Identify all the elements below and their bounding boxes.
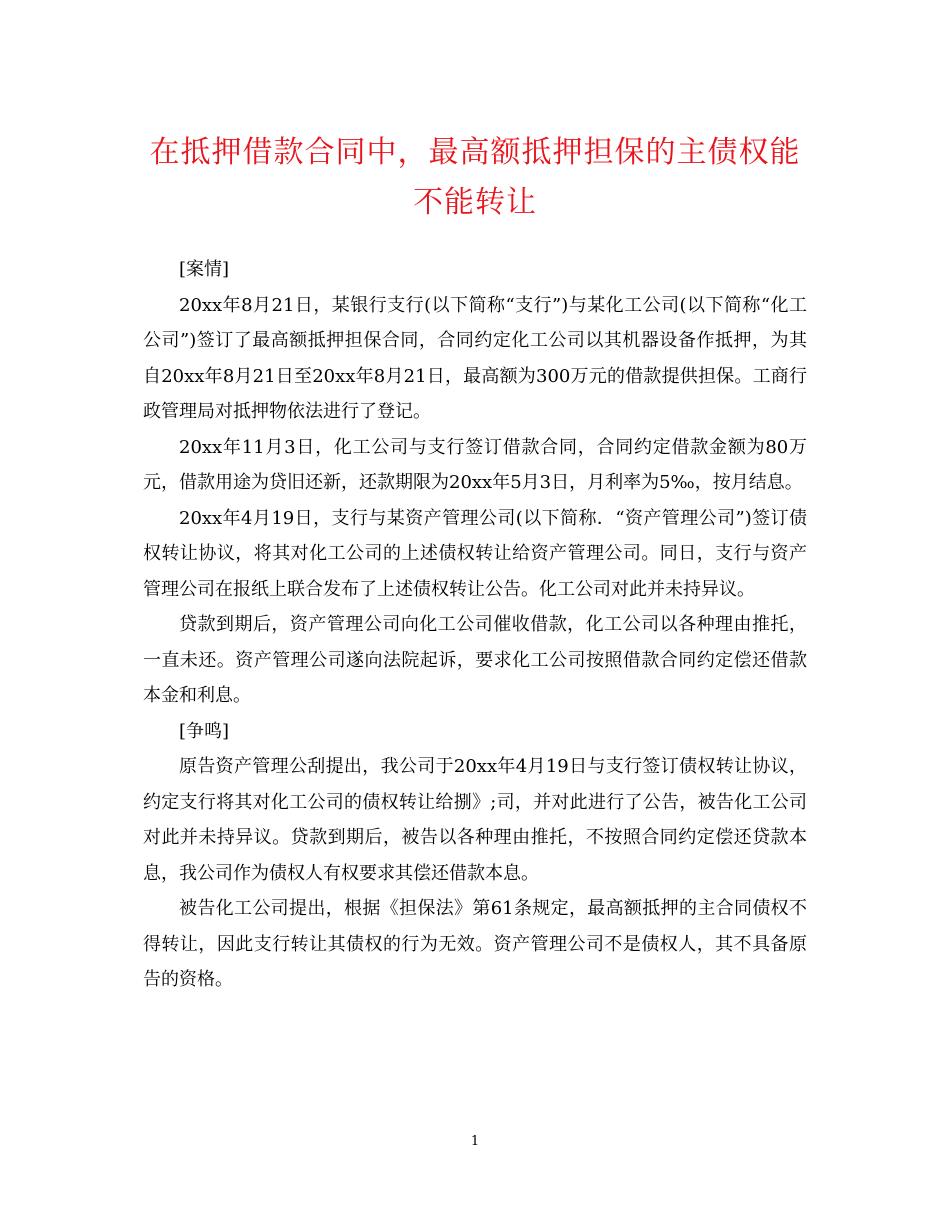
paragraph-plaintiff: 原告资产管理公刮提出，我公司于20xx年4月19日与支行签订债权转让协议，约定支行将其对化工公司的债权转让给捌》;司，并对此进行了公告，被告化工公司对此并未持异议。贷款到期后，被告以各种理由推托，不按照合同约定偿还贷款本息，我公司作为债权人有权要求其偿还借款本息。: [143, 756, 807, 884]
paragraph-lawsuit: 贷款到期后，资产管理公司向化工公司催收借款，化工公司以各种理由推托，一直未还。资产管理公司遂向法院起诉，要求化工公司按照借款合同约定偿还借款本金和利息。: [143, 614, 807, 706]
document-title: 在抵押借款合同中，最高额抵押担保的主债权能不能转让: [149, 135, 801, 220]
paragraph-defendant: 被告化工公司提出，根据《担保法》第61条规定，最高额抵押的主合同债权不得转让，因此支行转让其债权的行为无效。资产管理公司不是债权人，其不具备原告的资格。: [143, 898, 807, 990]
paragraph-contract: 20xx年8月21日，某银行支行(以下简称“支行”)与某化工公司(以下简称“化工公司”)签订了最高额抵押担保合同，合同约定化工公司以其机器设备作抵押，为其自20xx年8月21日至20xx年8月21日，最高额为300万元的借款提供担保。工商行政管理局对抵押物依法进行了登记。: [143, 294, 807, 422]
paragraph-transfer: 20xx年4月19日，支行与某资产管理公司(以下简称．“资产管理公司”)签订债权转让协议，将其对化工公司的上述债权转让给资产管理公司。同日，支行与资产管理公司在报纸上联合发布了上述债权转让公告。化工公司对此并未持异议。: [143, 507, 807, 600]
paragraph-loan: 20xx年11月3日，化工公司与支行签订借款合同，合同约定借款金额为80万元，借款用途为贷旧还新，还款期限为20xx年5月3日，月利率为5‰，按月结息。: [143, 436, 807, 493]
page-number: 1: [470, 1134, 480, 1149]
section-heading-case: [案情]: [179, 259, 230, 280]
document-body: [143, 252, 807, 998]
section-heading-dispute: [争鸣]: [179, 720, 230, 742]
